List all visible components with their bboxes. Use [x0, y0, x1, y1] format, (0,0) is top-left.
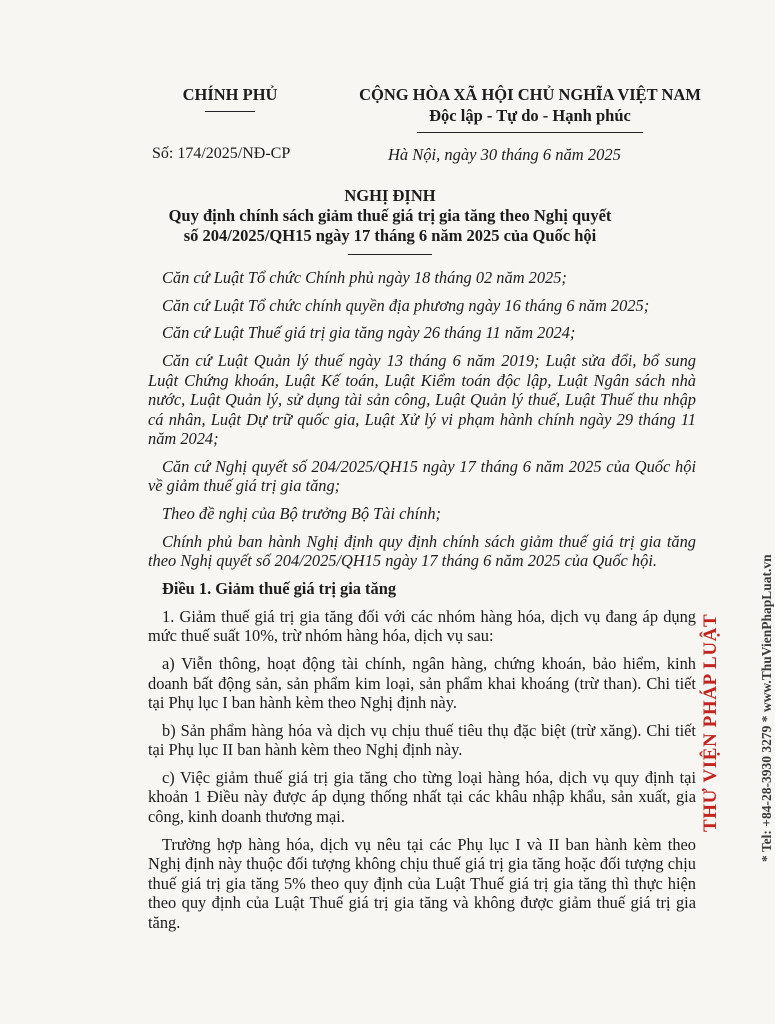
article-paragraph: Trường hợp hàng hóa, dịch vụ nêu tại các Phụ lục I và II ban hành kèm theo Nghị định này thuộc đối tượng không chịu thuế giá trị gia tăng hoặc đối tượng chịu thuế giá trị gia tăng 5% theo quy định của Luật Thuế giá trị gia tăng thì thực hiện theo quy định của Luật Thuế giá trị gia tăng và không được giảm thuế giá trị gia tăng.	[148, 834, 696, 932]
preamble-item: Căn cứ Nghị quyết số 204/2025/QH15 ngày 17 tháng 6 năm 2025 của Quốc hội về giảm thuế giá trị gia tăng;	[148, 456, 696, 496]
watermark-brand: THƯ VIỆN PHÁP LUẬT	[700, 613, 721, 832]
article-paragraph: c) Việc giảm thuế giá trị gia tăng cho từng loại hàng hóa, dịch vụ quy định tại khoản 1 Điều này được áp dụng thống nhất tại các khâu nhập khẩu, sản xuất, gia công, kinh doanh thương mại.	[148, 767, 696, 826]
watermark-contact: * Tel: +84-28-3930 3279 * www.ThuVienPhapLuat.vn	[759, 554, 774, 862]
preamble-item: Căn cứ Luật Thuế giá trị gia tăng ngày 26 tháng 11 năm 2024;	[162, 323, 576, 343]
preamble-item: Căn cứ Luật Tổ chức chính quyền địa phương ngày 16 tháng 6 năm 2025;	[162, 295, 650, 315]
title-line-2: số 204/2025/QH15 ngày 17 tháng 6 năm 2025 của Quốc hội	[183, 226, 597, 245]
article-paragraph: 1. Giảm thuế giá trị gia tăng đối với các nhóm hàng hóa, dịch vụ đang áp dụng mức thuế suất 10%, trừ nhóm hàng hóa, dịch vụ sau:	[148, 606, 696, 646]
article-paragraph: b) Sản phẩm hàng hóa và dịch vụ chịu thuế tiêu thụ đặc biệt (trừ xăng). Chi tiết tại Phụ lục II ban hành kèm theo Nghị định này.	[148, 720, 696, 760]
article-1-heading: Điều 1. Giảm thuế giá trị gia tăng	[162, 578, 397, 598]
preamble-item: Chính phủ ban hành Nghị định quy định chính sách giảm thuế giá trị gia tăng theo Nghị quyết số 204/2025/QH15 ngày 17 tháng 6 năm 2025 của Quốc hội.	[148, 531, 696, 571]
motto-underline	[417, 132, 643, 133]
agency-underline	[205, 111, 255, 112]
title-underline	[348, 254, 432, 255]
national-motto: Độc lập - Tự do - Hạnh phúc	[429, 106, 631, 125]
issuing-agency: CHÍNH PHỦ	[182, 85, 278, 104]
document-title-block	[130, 186, 650, 255]
document-number: Số: 174/2025/NĐ-CP	[152, 145, 291, 162]
issuing-agency-block	[150, 84, 310, 112]
place-date: Hà Nội, ngày 30 tháng 6 năm 2025	[388, 145, 621, 164]
national-header-block	[338, 84, 722, 133]
title-line-1: Quy định chính sách giảm thuế giá trị gia tăng theo Nghị quyết	[168, 206, 612, 225]
preamble-item: Căn cứ Luật Tổ chức Chính phủ ngày 18 tháng 02 năm 2025;	[162, 268, 567, 287]
country-name: CỘNG HÒA XÃ HỘI CHỦ NGHĨA VIỆT NAM	[359, 85, 701, 104]
preamble-item: Theo đề nghị của Bộ trưởng Bộ Tài chính;	[162, 503, 442, 523]
article-paragraph: a) Viễn thông, hoạt động tài chính, ngân hàng, chứng khoán, bảo hiểm, kinh doanh bất động sản, sản phẩm kim loại, sản phẩm khai khoáng (trừ than). Chi tiết tại Phụ lục I ban hành kèm theo Nghị định này.	[148, 654, 696, 712]
document-type: NGHỊ ĐỊNH	[344, 186, 436, 205]
document-body	[148, 268, 696, 940]
preamble-item: Căn cứ Luật Quản lý thuế ngày 13 tháng 6 năm 2019; Luật sửa đổi, bổ sung Luật Chứng khoán, Luật Kế toán, Luật Kiểm toán độc lập, Luật Ngân sách nhà nước, Luật Quản lý, sử dụng tài sản công, Luật Quản lý thuế, Luật Thuế thu nhập cá nhân, Luật Dự trữ quốc gia, Luật Xử lý vi phạm hành chính ngày 29 tháng 11 năm 2024;	[148, 351, 696, 449]
